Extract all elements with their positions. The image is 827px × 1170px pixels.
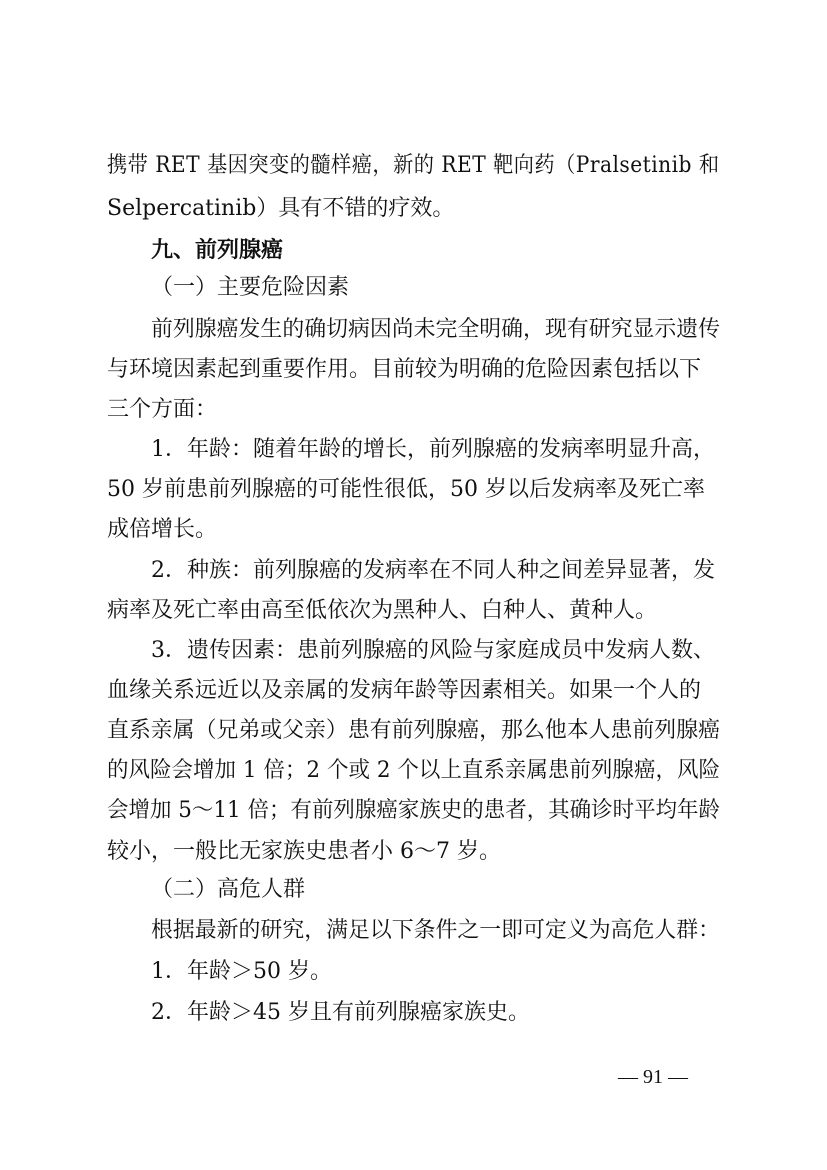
- section-heading: 九、前列腺癌: [151, 238, 284, 263]
- body-text-line: 三个方面：: [107, 397, 218, 422]
- subsection-heading: （一）主要危险因素: [151, 275, 350, 300]
- subsection-heading: （二）高危人群: [151, 877, 306, 902]
- body-text-line: 携带 RET 基因突变的髓样癌，新的 RET 靶向药（Pralsetinib 和: [107, 153, 720, 178]
- list-item: 1．年龄：随着年龄的增长，前列腺癌的发病率明显升高，: [151, 437, 715, 462]
- body-text-line: 前列腺癌发生的确切病因尚未完全明确，现有研究显示遗传: [151, 317, 721, 342]
- body-text-line: 成倍增长。: [107, 517, 218, 542]
- body-text-line: 根据最新的研究，满足以下条件之一即可定义为高危人群：: [151, 918, 721, 943]
- body-text-line: 与环境因素起到重要作用。目前较为明确的危险因素包括以下: [107, 357, 702, 382]
- list-item: 3．遗传因素：患前列腺癌的风险与家庭成员中发病人数、: [151, 638, 715, 663]
- body-text-line: 会增加 5～11 倍；有前列腺癌家族史的患者，其确诊时平均年龄: [107, 798, 720, 823]
- body-text-line: Selpercatinib）具有不错的疗效。: [107, 196, 455, 221]
- body-text-line: 直系亲属（兄弟或父亲）患有前列腺癌，那么他本人患前列腺癌: [107, 718, 720, 743]
- list-item: 1．年龄＞50 岁。: [151, 959, 332, 984]
- body-text-line: 病率及死亡率由高至低依次为黑种人、白种人、黄种人。: [107, 598, 658, 623]
- body-text-line: 50 岁前患前列腺癌的可能性很低，50 岁以后发病率及死亡率: [107, 477, 705, 502]
- body-text-line: 的风险会增加 1 倍；2 个或 2 个以上直系亲属患前列腺癌，风险: [107, 758, 720, 783]
- list-item: 2．年龄＞45 岁且有前列腺癌家族史。: [151, 1000, 530, 1025]
- list-item: 2．种族：前列腺癌的发病率在不同人种之间差异显著，发: [151, 558, 715, 583]
- body-text-line: 较小，一般比无家族史患者小 6～7 岁。: [107, 839, 501, 864]
- page-number: — 91 —: [618, 1066, 688, 1088]
- body-text-line: 血缘关系远近以及亲属的发病年龄等因素相关。如果一个人的: [107, 678, 702, 703]
